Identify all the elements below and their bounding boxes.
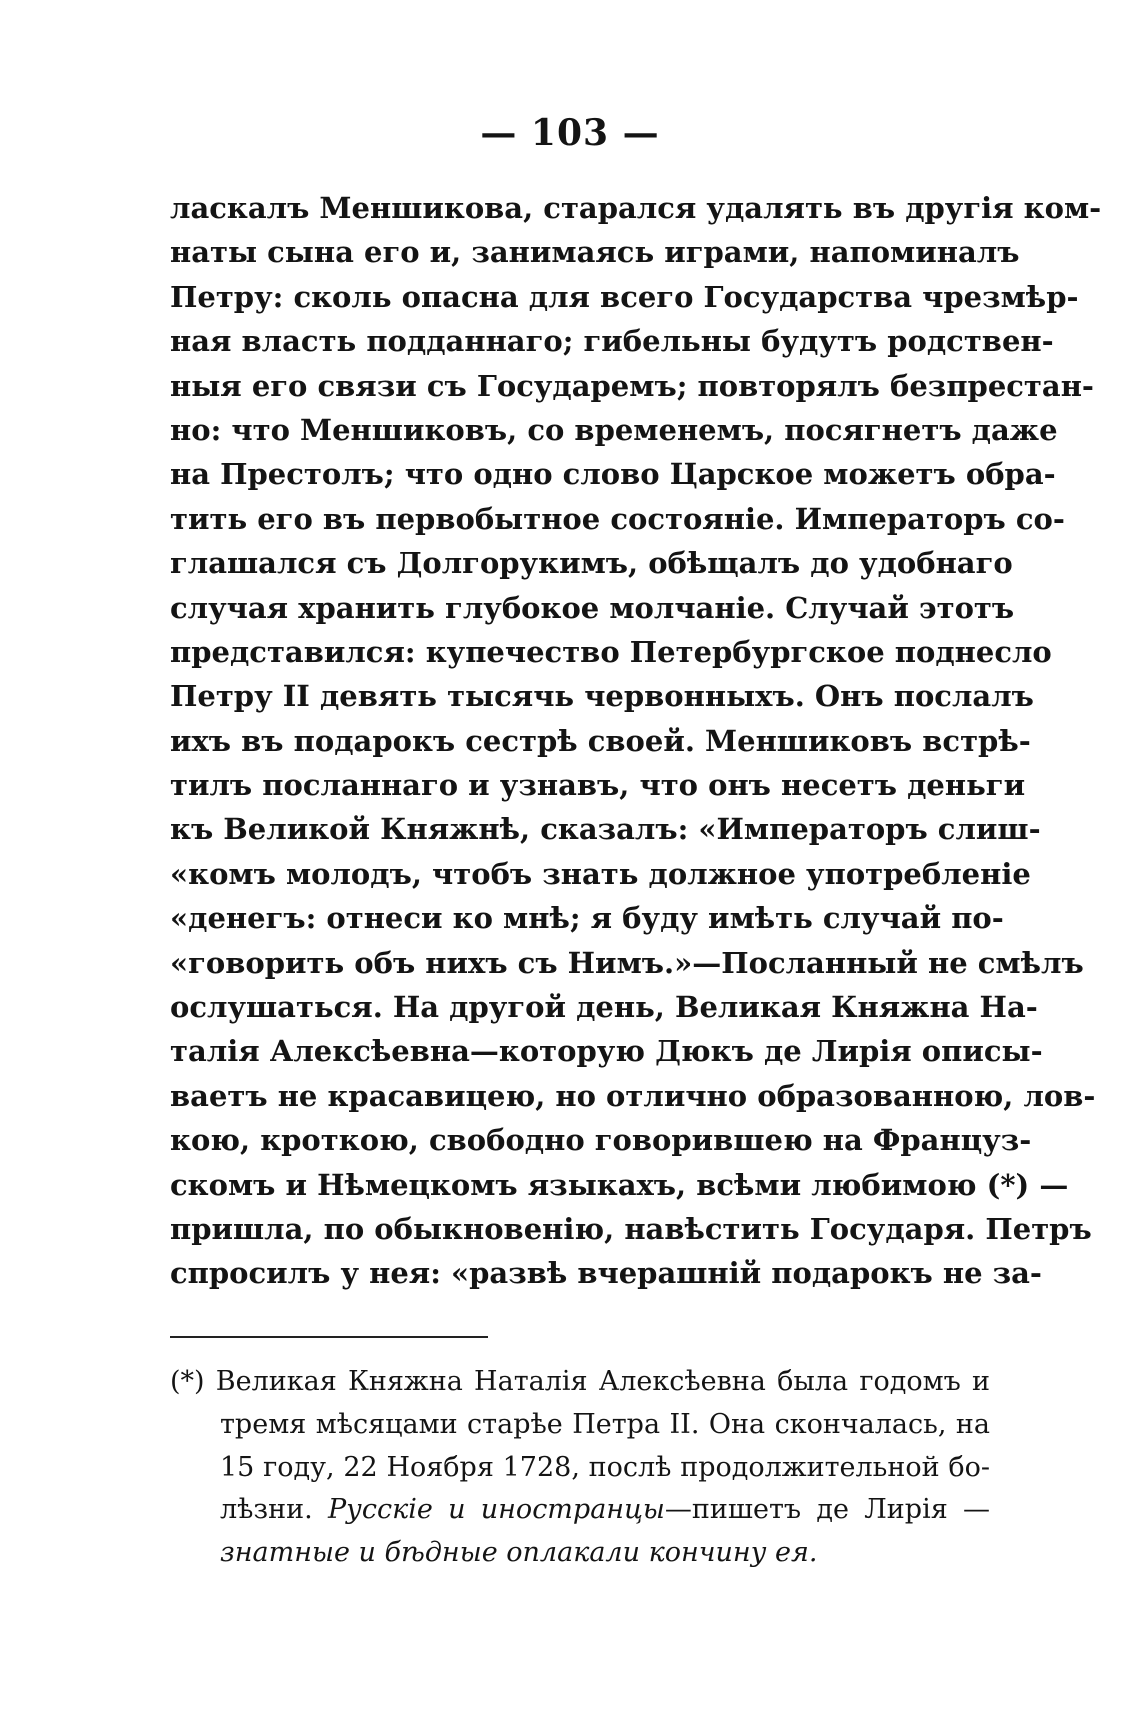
footnote-italic-text: Русскіе и иностранцы <box>328 1494 665 1526</box>
text-line: ихъ въ подарокъ сестрѣ своей. Меншиковъ встрѣ- <box>170 723 1031 758</box>
text-line: къ Великой Княжнѣ, сказалъ: «Императоръ слиш- <box>170 812 1041 847</box>
text-line: представился: купечество Петербургское поднесло <box>170 634 1052 669</box>
text-line: на Престолъ; что одно слово Царское можетъ обра- <box>170 457 1056 492</box>
text-line: кою, кроткою, свободно говорившею на Француз- <box>170 1123 1032 1158</box>
text-line: ная власть подданнаго; гибельны будутъ родствен- <box>170 324 1054 359</box>
footnote-line <box>220 1489 990 1532</box>
text-line: ласкалъ Меншикова, старался удалять въ другія ком- <box>170 191 1102 225</box>
text-line: тить его въ первобытное состояніе. Императоръ со- <box>170 501 1065 536</box>
footnote-line: (*) Великая Княжна Наталія Алексѣевна была годомъ и <box>170 1366 990 1397</box>
footnote-divider <box>170 1336 488 1338</box>
text-line: «говорить объ нихъ съ Нимъ.»—Посланный не смѣлъ <box>170 945 1084 980</box>
text-line: спросилъ у нея: «развѣ вчерашній подарокъ не за- <box>170 1256 1042 1291</box>
footnote <box>170 1361 990 1575</box>
page-number: — 103 — <box>480 112 660 154</box>
footnote-line: 15 году, 22 Ноября 1728, послѣ продолжительной бо- <box>220 1451 990 1483</box>
footnote-text: лѣзни. <box>220 1494 313 1526</box>
text-line: ныя его связи съ Государемъ; повторялъ безпрестан- <box>170 368 1094 403</box>
footnote-line: тремя мѣсяцами старѣе Петра II. Она скончалась, на <box>220 1408 990 1440</box>
text-line: наты сына его и, занимаясь играми, напоминалъ <box>170 235 1020 270</box>
footnote-line: знатные и бѣдные оплакали кончину ея. <box>220 1537 818 1569</box>
text-line: случая хранить глубокое молчаніе. Случай этотъ <box>170 590 1015 625</box>
text-line: пришла, по обыкновенію, навѣстить Государя. Петръ <box>170 1211 1092 1246</box>
text-line: тилъ посланнаго и узнавъ, что онъ несетъ деньги <box>170 768 1026 803</box>
text-line: ваетъ не красавицею, но отлично образованною, лов- <box>170 1078 1096 1113</box>
text-line: ослушаться. На другой день, Великая Княжна На- <box>170 990 1038 1025</box>
text-line: «денегъ: отнеси ко мнѣ; я буду имѣть случай по- <box>170 901 1004 936</box>
text-line: Петру: сколь опасна для всего Государства чрезмѣр- <box>170 279 1079 314</box>
footnote-text: —пишетъ де Лирія — <box>664 1494 991 1526</box>
text-line: но: что Меншиковъ, со временемъ, посягнетъ даже <box>170 412 1058 447</box>
text-line: Петру II девять тысячь червонныхъ. Онъ послалъ <box>170 679 1034 714</box>
text-line: глашался съ Долгорукимъ, обѣщалъ до удобнаго <box>170 546 1013 581</box>
text-line: скомъ и Нѣмецкомъ языкахъ, всѣми любимою (*) — <box>170 1167 1069 1202</box>
body-text <box>170 186 1102 1296</box>
text-line: «комъ молодъ, чтобъ знать должное употребленіе <box>170 856 1031 891</box>
text-line: талія Алексѣевна—которую Дюкъ де Лирія описы- <box>170 1034 1043 1069</box>
